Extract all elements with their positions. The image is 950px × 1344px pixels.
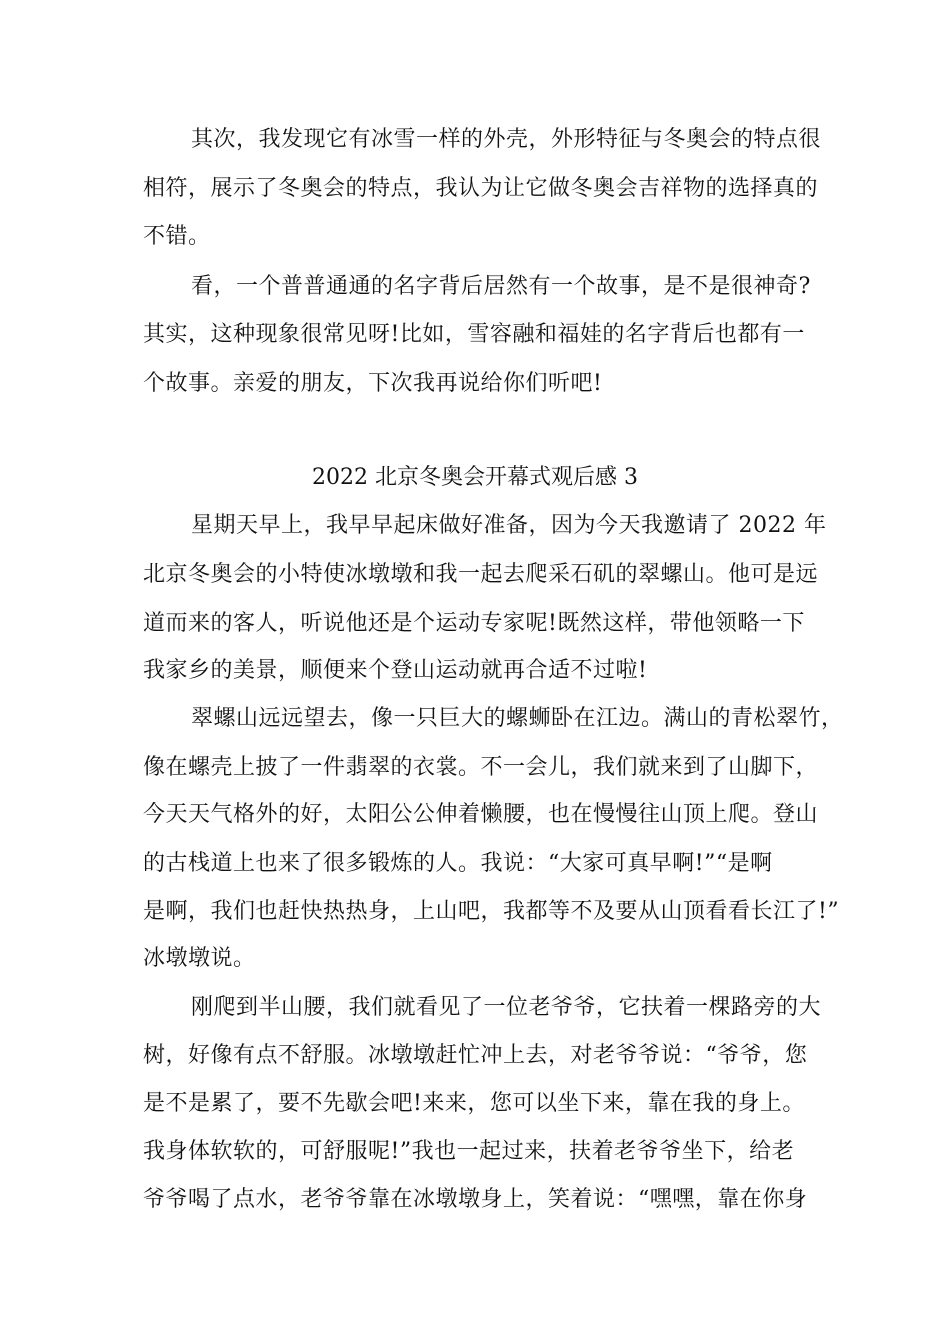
paragraph-line: 其次，我发现它有冰雪一样的外壳，外形特征与冬奥会的特点很 [191,127,822,152]
paragraph-line: 看，一个普普通通的名字背后居然有一个故事，是不是很神奇? [191,274,811,299]
paragraph-line: 爷爷喝了点水，老爷爷靠在冰墩墩身上，笑着说：“嘿嘿，靠在你身 [143,1187,808,1212]
paragraph-line: 其实，这种现象很常见呀!比如，雪容融和福娃的名字背后也都有一 [143,322,805,347]
paragraph-line: 是啊，我们也赶快热热身，上山吧，我都等不及要从山顶看看长江了!” [143,899,840,924]
section-title: 2022 北京冬奥会开幕式观后感 3 [312,465,638,490]
paragraph-line: 翠螺山远远望去，像一只巨大的螺蛳卧在江边。满山的青松翠竹， [191,706,844,731]
paragraph-line: 树，好像有点不舒服。冰墩墩赶忙冲上去，对老爷爷说：“爷爷，您 [143,1043,808,1068]
paragraph-line: 相符，展示了冬奥会的特点，我认为让它做冬奥会吉祥物的选择真的 [143,176,819,201]
paragraph-line: 的古栈道上也来了很多锻炼的人。我说：“大家可真早啊!”“是啊 [143,851,773,876]
paragraph-line: 像在螺壳上披了一件翡翠的衣裳。不一会儿，我们就来到了山脚下， [143,755,819,780]
paragraph-line: 个故事。亲爱的朋友，下次我再说给你们听吧! [143,371,603,396]
paragraph-line: 冰墩墩说。 [143,946,256,971]
paragraph-line: 道而来的客人，听说他还是个运动专家呢!既然这样，带他领略一下 [143,611,805,636]
paragraph-line: 我身体软软的，可舒服呢!”我也一起过来，扶着老爷爷坐下，给老 [143,1139,795,1164]
paragraph-line: 刚爬到半山腰，我们就看见了一位老爷爷，它扶着一棵路旁的大 [191,995,822,1020]
paragraph-line: 不错。 [143,224,211,249]
paragraph-line: 北京冬奥会的小特使冰墩墩和我一起去爬采石矶的翠螺山。他可是远 [143,562,819,587]
paragraph-line: 是不是累了，要不先歇会吧!来来，您可以坐下来，靠在我的身上。 [143,1091,805,1116]
paragraph-line: 我家乡的美景，顺便来个登山运动就再合适不过啦! [143,658,648,683]
paragraph-line: 今天天气格外的好，太阳公公伸着懒腰，也在慢慢往山顶上爬。登山 [143,802,819,827]
paragraph-line: 星期天早上，我早早起床做好准备，因为今天我邀请了 2022 年 [191,513,827,538]
